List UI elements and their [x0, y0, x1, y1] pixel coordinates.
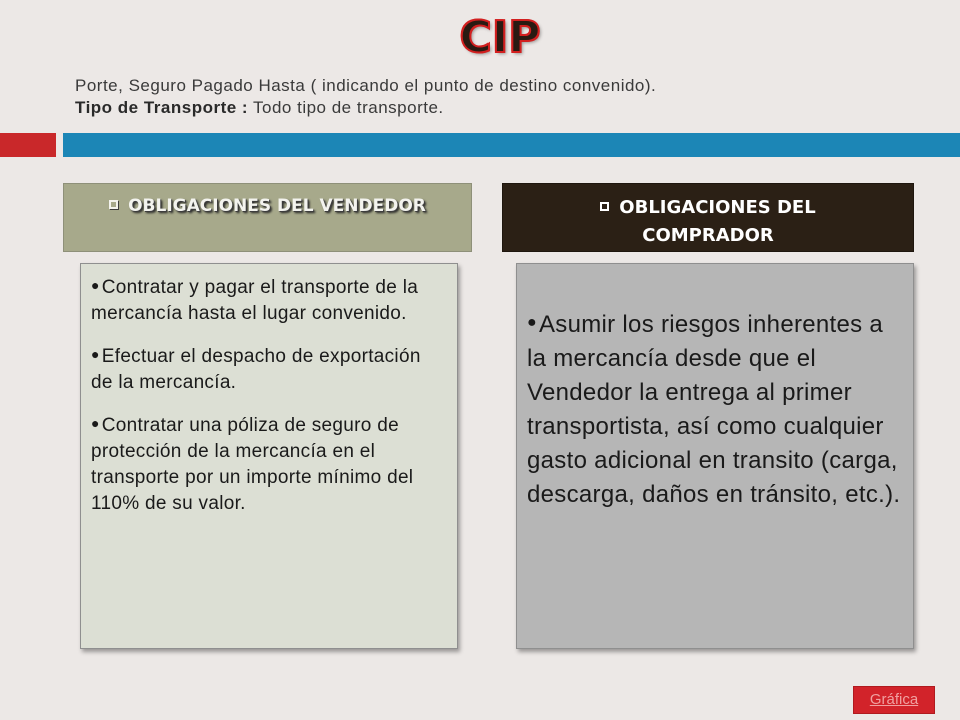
buyer-heading-line-2: COMPRADOR	[642, 225, 774, 246]
dot-bullet-icon: ●	[91, 277, 100, 293]
list-item-text: Asumir los riesgos inherentes a la mercancía desde que el Vendedor la entrega al primer transportista, así como cualquier gasto adicional en transito (carga, descarga, daños en tránsito, etc.).	[527, 311, 901, 508]
dot-bullet-icon: ●	[91, 415, 100, 431]
list-item	[91, 272, 447, 327]
square-bullet-icon	[109, 200, 118, 209]
subtitle-line-2	[75, 97, 905, 119]
accent-bar-blue	[63, 133, 960, 157]
seller-heading-text: OBLIGACIONES DEL VENDEDOR	[128, 196, 426, 216]
grafica-link-button[interactable]: Gráfica	[853, 686, 935, 714]
dot-bullet-icon: ●	[527, 314, 537, 331]
dot-bullet-icon: ●	[91, 346, 100, 362]
accent-bar-red	[0, 133, 56, 157]
list-item-text: Contratar y pagar el transporte de la mercancía hasta el lugar convenido.	[91, 277, 419, 324]
square-bullet-icon	[600, 202, 609, 211]
subtitle-line-1: Porte, Seguro Pagado Hasta ( indicando el punto de destino convenido).	[75, 76, 657, 95]
slide-title: CIP	[459, 12, 541, 63]
buyer-obligations-list	[516, 263, 914, 649]
list-item	[91, 341, 447, 396]
list-item-text: Contratar una póliza de seguro de protección de la mercancía en el transporte por un importe mínimo del 110% de su valor.	[91, 415, 414, 514]
buyer-heading-line-1: OBLIGACIONES DEL	[619, 197, 816, 218]
seller-obligations-list	[80, 263, 458, 649]
list-item-text: Efectuar el despacho de exportación de la mercancía.	[91, 346, 421, 393]
list-item	[527, 306, 903, 512]
transport-type-label: Tipo de Transporte :	[75, 98, 249, 117]
seller-obligations-header	[63, 183, 472, 252]
list-item	[91, 410, 447, 517]
buyer-obligations-header	[502, 183, 914, 252]
transport-type-value: Todo tipo de transporte.	[248, 98, 444, 117]
slide-subtitle	[75, 75, 905, 119]
